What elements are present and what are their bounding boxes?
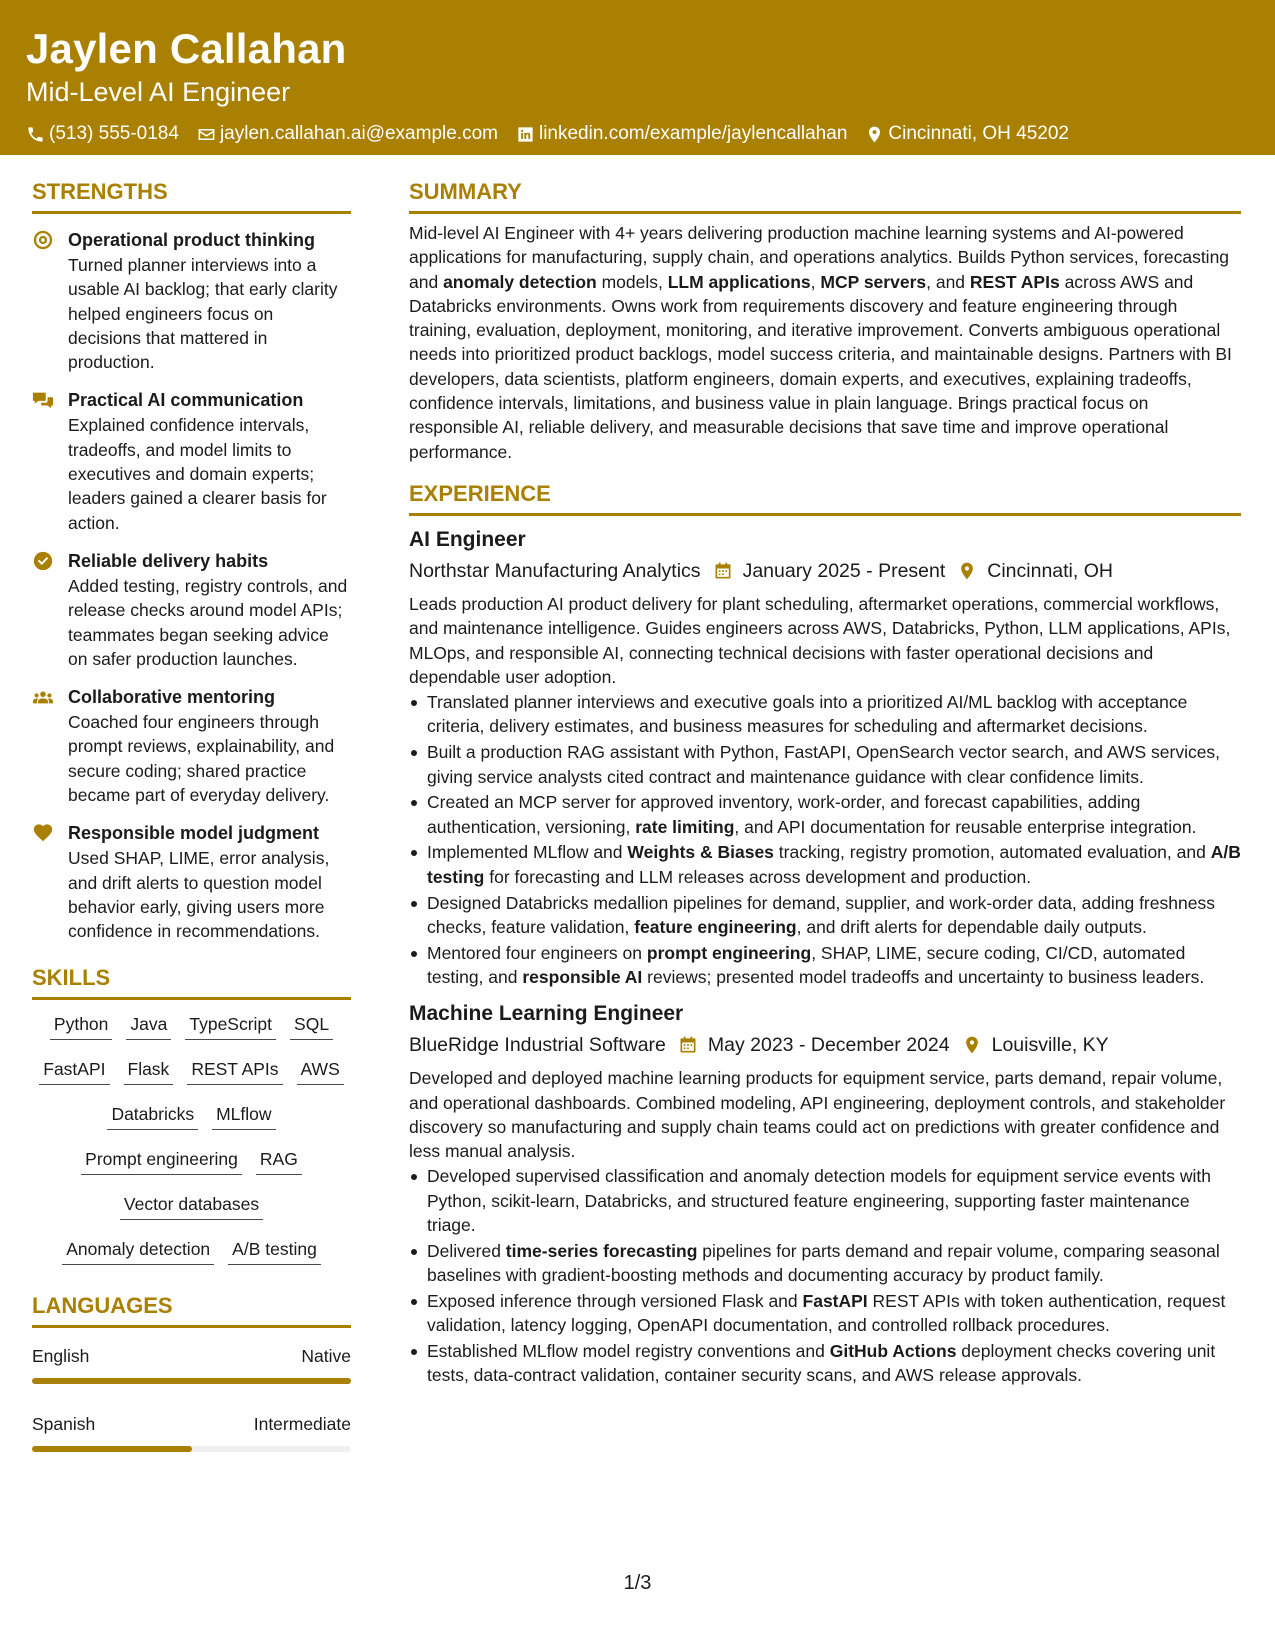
language-name: English (32, 1345, 90, 1366)
proficiency-fill (32, 1446, 192, 1452)
strength-item (32, 685, 351, 807)
summary-heading: SUMMARY (409, 178, 1241, 214)
languages-heading: LANGUAGES (32, 1292, 351, 1328)
skill-tag: MLflow (212, 1098, 275, 1130)
skill-tag: REST APIs (187, 1053, 282, 1085)
strength-item (32, 549, 351, 671)
bullet-item: Designed Databricks medallion pipelines for demand, supplier, and work-order data, adding freshness checks, feature validation, feature engineering, and drift alerts for dependable daily outputs. (409, 891, 1241, 940)
language-level: Intermediate (253, 1413, 351, 1434)
bullet-item: Exposed inference through versioned Flask and FastAPI REST APIs with token authentication, request validation, latency logging, OpenAPI documentation, and controlled rollback procedures. (409, 1289, 1241, 1338)
proficiency-bar (32, 1446, 351, 1452)
skill-tag: Databricks (107, 1098, 198, 1130)
check-circle-icon (32, 550, 54, 572)
linkedin-text: linkedin.com/example/jaylencallahan (538, 123, 848, 144)
contact-location (865, 122, 1069, 146)
skill-tag: Vector databases (120, 1188, 263, 1220)
page-number: 1/3 (623, 1572, 652, 1594)
candidate-title: Mid-Level AI Engineer (26, 77, 291, 107)
job-description: Developed and deployed machine learning products for equipment service, parts demand, repair volume, and operational dashboards. Combined modeling, API engineering, deployment controls, and stakeholder discovery so manufacturing and supply chain teams could act on predictions with greater confidence and less manual analysis. (409, 1068, 1226, 1162)
skills-row (32, 1008, 351, 1047)
job-description: Leads production AI product delivery for plant scheduling, aftermarket operations, commercial workflows, and maintenance intelligence. Guides engineers across AWS, Databricks, Python, LLM applications, APIs, MLOps, and responsible AI, connecting technical decisions with faster operational decisions and dependable user adoption. (409, 593, 1231, 687)
job-bullets (409, 690, 1241, 989)
skill-tag: TypeScript (185, 1008, 276, 1040)
strength-description: Used SHAP, LIME, error analysis, and drift alerts to question model behavior early, giving users more confidence in recommendations. (68, 848, 330, 942)
contact-phone[interactable] (26, 122, 179, 146)
job-dates: January 2025 - Present (742, 559, 946, 582)
experience-heading: EXPERIENCE (409, 480, 1241, 516)
map-pin-icon (957, 561, 977, 581)
bullet-item: Delivered time-series forecasting pipelines for parts demand and repair volume, comparing seasonal baselines with gradient-boosting methods and documenting accuracy by product family. (409, 1239, 1241, 1288)
calendar-icon (713, 561, 733, 581)
strength-description: Coached four engineers through prompt reviews, explainability, and secure coding; shared practice became part of everyday delivery. (68, 712, 335, 806)
bullet-item: Implemented MLflow and Weights & Biases tracking, registry promotion, automated evaluation, and A/B testing for forecasting and LLM releases across development and production. (409, 840, 1241, 889)
skills-list (32, 1008, 351, 1272)
bullet-item: Mentored four engineers on prompt engineering, SHAP, LIME, secure coding, CI/CD, automated testing, and responsible AI reviews; presented model tradeoffs and uncertainty to business leaders. (409, 941, 1241, 990)
job-location: Louisville, KY (991, 1034, 1109, 1057)
strengths-heading: STRENGTHS (32, 178, 351, 214)
skill-tag: Anomaly detection (62, 1233, 214, 1265)
users-icon (32, 686, 54, 708)
language-level: Native (301, 1345, 351, 1366)
envelope-icon (197, 125, 216, 144)
job-dates: May 2023 - December 2024 (707, 1034, 950, 1057)
skill-tag: AWS (297, 1053, 344, 1085)
skill-tag: A/B testing (228, 1233, 321, 1265)
skills-row (32, 1188, 351, 1227)
job-entry (409, 526, 1241, 989)
email-text: jaylen.callahan.ai@example.com (219, 123, 498, 144)
right-column (409, 178, 1241, 1389)
map-pin-icon (865, 125, 884, 144)
skills-row (32, 1098, 351, 1137)
job-company: BlueRidge Industrial Software (409, 1034, 666, 1057)
resume-header (0, 0, 1275, 155)
calendar-icon (678, 1035, 698, 1055)
language-item (32, 1344, 351, 1384)
phone-text: (513) 555-0184 (49, 123, 179, 144)
bullet-item: Created an MCP server for approved inventory, work-order, and forecast capabilities, adding authentication, versioning, rate limiting, and API documentation for reusable enterprise integration. (409, 790, 1241, 839)
contact-linkedin[interactable] (516, 122, 847, 146)
summary-text: Mid-level AI Engineer with 4+ years delivering production machine learning systems and AI-powered applications for manufacturing, supply chain, and operations analytics. Builds Python services, forecasting and anomaly detection models, LLM applications, MCP servers, and REST APIs across AWS and Databricks environments. Owns work from requirements discovery and feature engineering through training, evaluation, deployment, monitoring, and iterative improvement. Converts ambiguous operational needs into prioritized product backlogs, model success criteria, and maintainable designs. Partners with BI developers, data scientists, platform engineers, domain experts, and executives, explaining tradeoffs, confidence intervals, limitations, and business value in plain language. Brings practical focus on responsible AI, reliable delivery, and measurable decisions that save time and improve operational performance. (409, 223, 1232, 462)
skills-row (32, 1143, 351, 1182)
strength-description: Turned planner interviews into a usable AI backlog; that early clarity helped engineers focus on decisions that mattered in production. (68, 255, 338, 373)
strength-title: Reliable delivery habits (68, 550, 269, 571)
strength-title: Practical AI communication (68, 390, 304, 411)
bullet-item: Translated planner interviews and executive goals into a prioritized AI/ML backlog with acceptance criteria, delivery estimates, and business measures for scheduling and aftermarket decisions. (409, 690, 1241, 739)
left-column (32, 178, 351, 1452)
job-location: Cincinnati, OH (987, 559, 1113, 582)
linkedin-icon (516, 125, 535, 144)
strength-description: Explained confidence intervals, tradeoffs, and model limits to executives and domain experts; leaders gained a clearer basis for action. (68, 415, 327, 533)
skills-heading: SKILLS (32, 964, 351, 1000)
job-company: Northstar Manufacturing Analytics (409, 559, 701, 582)
job-entry (409, 1000, 1241, 1387)
phone-icon (26, 125, 45, 144)
map-pin-icon (962, 1035, 982, 1055)
skill-tag: FastAPI (39, 1053, 109, 1085)
job-title: Machine Learning Engineer (409, 1002, 684, 1026)
job-bullets (409, 1164, 1241, 1387)
language-item (32, 1412, 351, 1452)
job-meta (409, 557, 1241, 585)
language-name: Spanish (32, 1413, 96, 1434)
strength-item (32, 388, 351, 534)
chat-bubbles-icon (32, 389, 54, 411)
strength-description: Added testing, registry controls, and release checks around model APIs; teammates began seeking advice on safer production launches. (68, 575, 348, 669)
skill-tag: RAG (256, 1143, 302, 1175)
proficiency-fill (32, 1378, 351, 1384)
skills-row (32, 1053, 351, 1092)
job-meta (409, 1031, 1241, 1059)
strength-item (32, 821, 351, 943)
strength-title: Collaborative mentoring (68, 687, 276, 708)
bullet-item: Developed supervised classification and anomaly detection models for equipment service events with Python, scikit-learn, Databricks, and structured feature engineering, supporting faster maintenance triage. (409, 1164, 1241, 1237)
proficiency-bar (32, 1378, 351, 1384)
bullet-item: Built a production RAG assistant with Python, FastAPI, OpenSearch vector search, and AWS services, giving service analysts cited contract and maintenance guidance with clear confidence limits. (409, 740, 1241, 789)
skills-row (32, 1233, 351, 1272)
target-icon (32, 229, 54, 251)
skill-tag: Prompt engineering (81, 1143, 242, 1175)
strength-title: Responsible model judgment (68, 823, 320, 844)
skill-tag: Java (126, 1008, 171, 1040)
job-title: AI Engineer (409, 527, 526, 551)
location-text: Cincinnati, OH 45202 (888, 123, 1069, 144)
contact-email[interactable] (197, 122, 498, 146)
heart-icon (32, 822, 54, 844)
contact-row (26, 122, 1249, 146)
bullet-item: Established MLflow model registry conventions and GitHub Actions deployment checks covering unit tests, data-contract validation, container security scans, and AWS release approvals. (409, 1339, 1241, 1388)
strength-title: Operational product thinking (68, 230, 315, 250)
skill-tag: SQL (290, 1008, 333, 1040)
candidate-name: Jaylen Callahan (26, 25, 347, 72)
skill-tag: Python (50, 1008, 112, 1040)
strength-item (32, 228, 351, 374)
skill-tag: Flask (124, 1053, 174, 1085)
